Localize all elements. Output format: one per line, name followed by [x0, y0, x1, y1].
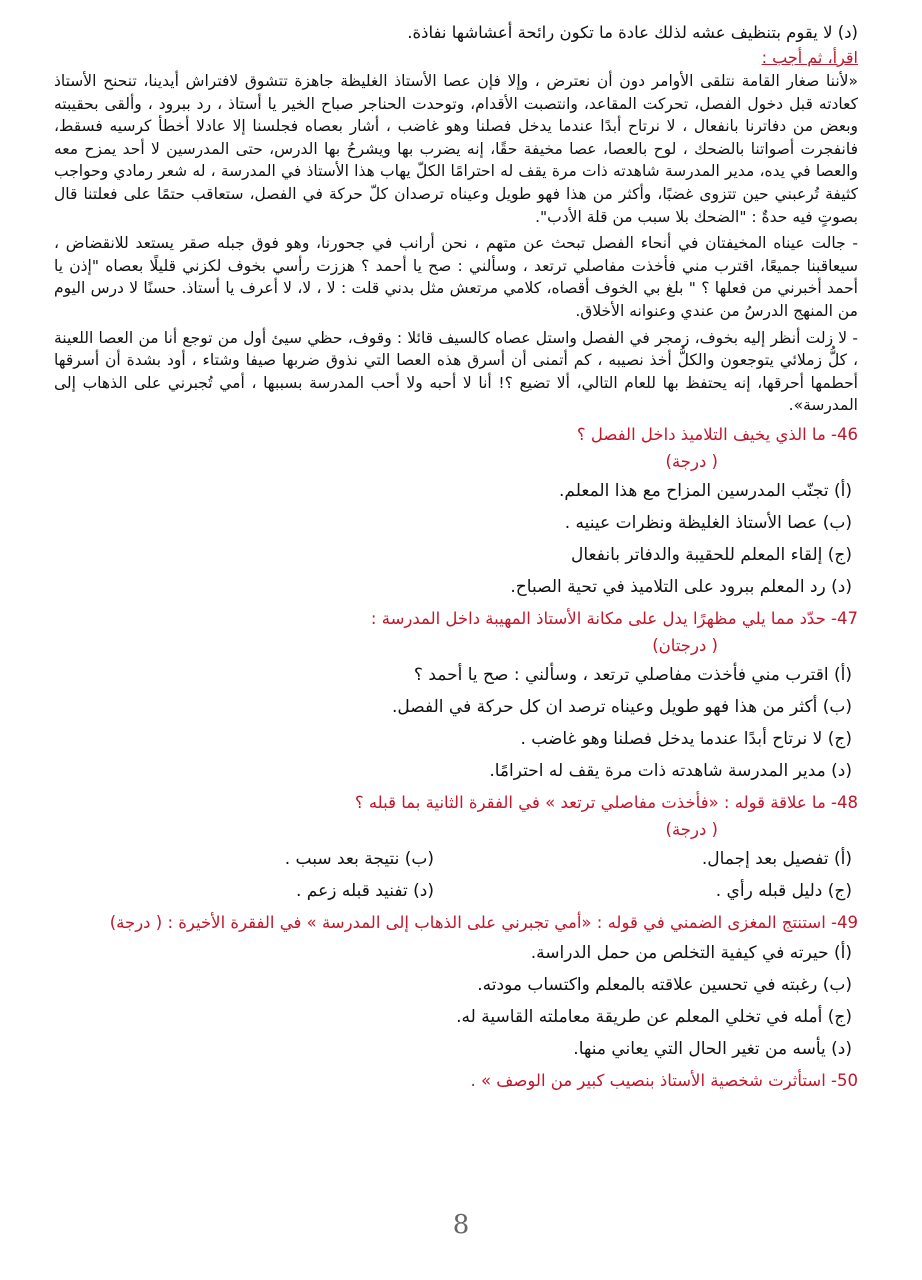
question-49-marks: ( درجة): [109, 912, 163, 932]
question-48-options-row: [54, 843, 858, 875]
page-number: 8: [452, 1210, 470, 1240]
read-and-answer-heading: اقرأ، ثم أجب :: [761, 48, 858, 67]
question-48-options-row: [54, 875, 858, 907]
question-49-option-d: (د) يأسه من تغير الحال التي يعاني منها.: [573, 1038, 852, 1059]
question-46-title: 46- ما الذي يخيف التلاميذ داخل الفصل ؟: [576, 424, 858, 444]
question-46-marks: ( درجة): [665, 451, 718, 471]
question-49-text: 49- استنتج المغزى الضمني في قوله : «أمي تجبرني على الذهاب إلى المدرسة » في الفقرة الأخيرة :: [167, 912, 858, 932]
previous-question-option-d: (د) لا يقوم بتنظيف عشه لذلك عادة ما تكون رائحة أعشاشها نفاذة.: [407, 23, 858, 42]
reading-passage: [54, 70, 858, 417]
question-49-title: [54, 909, 858, 937]
question-48-marks: ( درجة): [665, 819, 718, 839]
question-47-option-b: (ب) أكثر من هذا فهو طويل وعيناه ترصد ان كل حركة في الفصل.: [391, 696, 852, 717]
question-49-option-c: (ج) أمله في تخلي المعلم عن طريقة معاملته القاسية له.: [456, 1006, 852, 1027]
question-47-option-c: (ج) لا نرتاح أبدًا عندما يدخل فصلنا وهو غاضب .: [520, 728, 852, 749]
passage-paragraph: «لأننا صغار القامة نتلقى الأوامر دون أن نعترض ، وإلا فإن عصا الأستاذ الغليظة جاهزة تتشوق لافتراش أيدينا، تنحنح الأستاذ كعادته قبل دخول الفصل، تحركت المقاعد، وانتصبت الأقدام، وتوحدت الحناجر صباح الخير يا أستاذ ، رد ببرود ، وألقى بحقيبته وبعض من دفاترنا بانفعال ، لا نرتاح أبدًا عندما يدخل فصلنا وهو غاضب ، أشار بعصاه فجلسنا إلا عادلا أخطأ كرسيه فسقط، فانفجرت أصواتنا بالضحك ، لوح بالعصا، عصا مخيفة حقًا، إنه يضرب بها ويشرحُ بها الدرس، حتى المدرسين لا أحد يمزح معه والعصا في يده، مدير المدرسة شاهدته ذات مرة يقف له احترامًا الكلّ يهاب هذا الأستاذ في المدرسة ، له شعر رمادي وحواجب كثيفة تُرعبني حين تتزوى غضبًا، وأكثر من هذا فهو طويل وعيناه ترصدان كلّ حركة في الفصل، ستعاقب حتمًا على فعلتنا قال بصوتٍ فيه حدةٌ : "الضحك بلا سبب من قلة الأدب".: [54, 72, 858, 226]
question-47-option-d: (د) مدير المدرسة شاهدته ذات مرة يقف له احترامًا.: [489, 760, 852, 781]
question-46-option-c: (ج) إلقاء المعلم للحقيبة والدفاتر بانفعال: [571, 544, 852, 565]
question-50-title: 50- استأثرت شخصية الأستاذ بنصيب كبير من الوصف » .: [470, 1070, 858, 1090]
question-48-option-a: (أ) تفصيل بعد إجمال.: [701, 848, 852, 869]
question-48-title: 48- ما علاقة قوله : «فأخذت مفاصلي ترتعد » في الفقرة الثانية بما قبله ؟: [354, 792, 858, 812]
passage-paragraph: - جالت عيناه المخيفتان في أنحاء الفصل تبحث عن متهم ، نحن أرانب في جحورنا، وهو فوق جبله صقر يستعد للانقضاض ، سيعاقبنا جميعًا، اقترب مني فأخذت مفاصلي ترتعد ، وسألني : صح يا أحمد ؟ هززت رأسي بخوف لكزني قليلًا بعصاه "إذن يا أحمد أخبرني من فعلها ؟ " بلغ بي الخوف أقصاه، كلامي مرتعش مثل بدني قلت : لا ، لا، لا أعرف يا أستاذ. حسنًا لا درس اليوم من المنهج الدرسُ من عندي وعنوانه الأخلاق.: [54, 234, 858, 320]
question-48-option-d: (د) تفنيد قبله زعم .: [295, 880, 434, 901]
passage-paragraph: - لا زلت أنظر إليه بخوف، زمجر في الفصل واستل عصاه كالسيف قائلا : وقوف، حظي سيئ أول من توجع أنا من العصا اللعينة ، كلُّ زملائي يتوجعون والكلُّ أخذ نصيبه ، كم أتمنى أن أسرق هذه العصا التي نذوق ضربها صيفا وشتاء ، أود بشدة أن أسرقها أحطمها أحرقها، إنه يحتفظ بها للعام التالي، ألا تضيع ؟! أنا لا أحبه ولا أحب المدرسة بسببها ، أمي تُجبرني على الذهاب إلى المدرسة».: [54, 328, 858, 415]
question-47-title: 47- حدّد مما يلي مظهرًا يدل على مكانة الأستاذ المهيبة داخل المدرسة :: [370, 608, 858, 628]
question-46-option-d: (د) رد المعلم ببرود على التلاميذ في تحية الصباح.: [510, 576, 852, 597]
question-49-option-a: (أ) حيرته في كيفية التخلص من حمل الدراسة.: [530, 942, 852, 963]
question-48-option-c: (ج) دليل قبله رأي .: [715, 880, 852, 901]
question-48-option-b: (ب) نتيجة بعد سبب .: [284, 848, 434, 869]
question-49-option-b: (ب) رغبته في تحسين علاقته بالمعلم واكتساب مودته.: [477, 974, 852, 995]
question-46-option-a: (أ) تجنّب المدرسين المزاح مع هذا المعلم.: [559, 480, 852, 501]
question-47-marks: ( درجتان): [652, 635, 718, 655]
question-46-option-b: (ب) عصا الأستاذ الغليظة ونظرات عينيه .: [564, 512, 852, 533]
question-47-option-a: (أ) اقترب مني فأخذت مفاصلي ترتعد ، وسألني : صح يا أحمد ؟: [413, 664, 852, 685]
